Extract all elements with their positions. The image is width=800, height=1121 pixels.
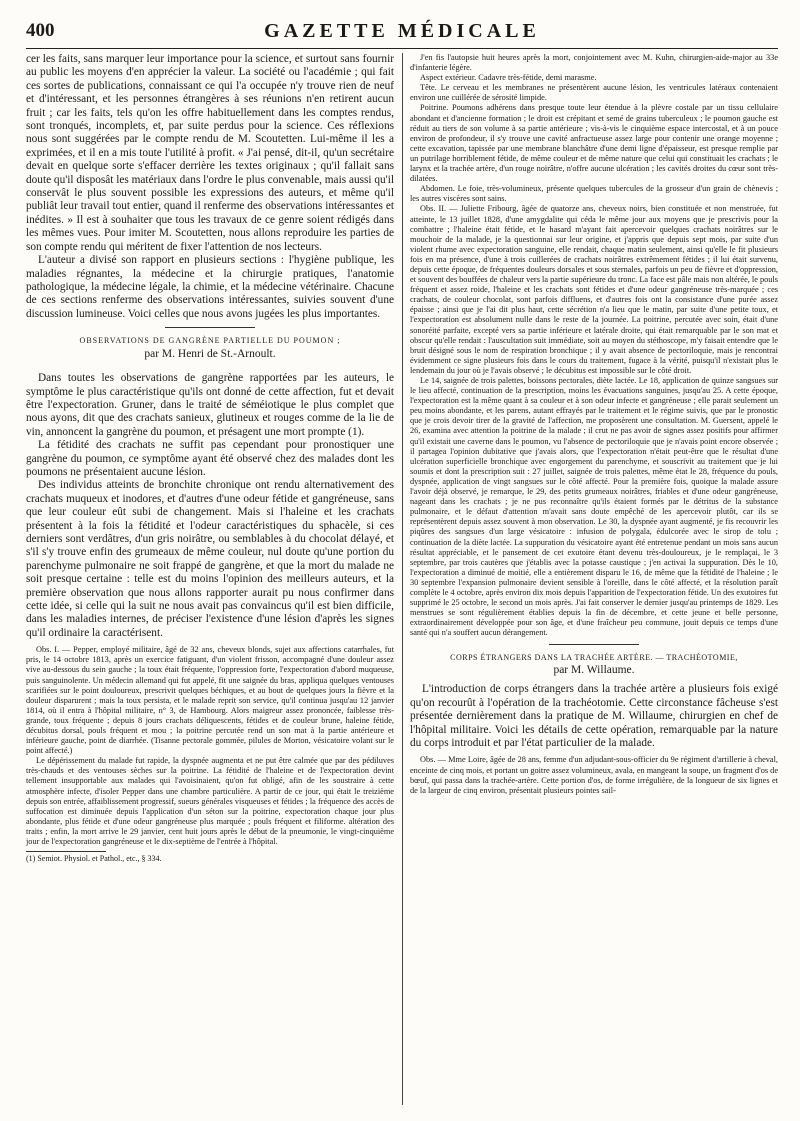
page-header: [26, 20, 778, 46]
article-author: par M. Willaume.: [553, 664, 635, 677]
newspaper-page: [26, 20, 778, 1105]
observation-paragraph: Le dépérissement du malade fut rapide, la dyspnée augmenta et ne put être calmée que par des pédiluves très-chauds et des ventouses sèches sur la poitrine. La fétidité de l'haleine et de l'expectoration devint tellement insupportable aux malades qui l'avoisinaient, qu'on fut obligé, afin de les soustraire à cette atmosphère infecte, d'isoler Pepper dans une chambre particulière. A partir de ce jour, qui était le treizième depuis son entrée, affaiblissement progressif, sueurs générales visqueuses et fétides ; la fréquence des accès de suffocation est diminuée depuis l'application d'un séton sur la poitrine, expectoration chaque jour plus abondante, plus fétide et d'une odeur gangréneuse plus marquée ; pouls fréquent et filiforme. altération des traits ; enfin, la mort arrive le 29 janvier, cent huit jours après le début de la pneumonie, le vingt-cinquième jour de l'expectoration gangréneuse et le dix-septième de l'entrée à l'hôpital.: [26, 756, 394, 847]
autopsy-paragraph: Tête. Le cerveau et les membranes ne présentèrent aucune lésion, les ventricules latéraux contenaient environ une cuillérée de sérosité limpide.: [410, 83, 778, 103]
right-column: [410, 53, 778, 1105]
footnote-rule: [26, 851, 106, 852]
column-divider: [402, 53, 403, 1105]
autopsy-paragraph: Aspect extérieur. Cadavre très-fétide, demi marasme.: [420, 73, 597, 83]
article-title: CORPS ÉTRANGERS DANS LA TRACHÉE ARTÈRE. — TRACHÉOTOMIE,: [450, 653, 738, 663]
footnote: (1) Semiot. Physiol. et Pathol., etc., § 334.: [26, 854, 162, 864]
article-paragraph: Dans toutes les observations de gangrène rapportées par les auteurs, le symptôme le plus caractéristique qu'ils ont donné de cette affection, fut et devait être l'expectoration. Gruner, dans le traité de séméiotique le plus complet que nous ayons, dit que des crachats sanieux, glutineux et rouges comme de la lie de vin, annoncent la gangrène du poumon, et présagent une mort prompte (1).: [26, 372, 394, 438]
observation-paragraph: Obs. II. — Juliette Fribourg, âgée de quatorze ans, cheveux noirs, bien constituée et non menstruée, fut atteinte, le 13 juillet 1828, d'une amygdalite qui céda le même jour aux moyens que je prescrivis pour la combattre ; l'haleine était fétide, et le hasard m'ayant fait apercevoir quelques crachats noirâtres sur le mouchoir de la malade, je la questionnai sur leur origine, et j'appris que depuis sept mois, par suite d'un violent rhume avec expectoration sanguine, elle rendait, chaque matin seulement, ainsi qu'elle le fit plusieurs fois en ma présence, d'une à trois cuillerées de crachats noirâtres extrêmement fétides ; il lui était survenu, depuis cette époque, de fréquentes douleurs dorsales et sous sternales, parfois un peu de fièvre et d'oppression, et souvent des bouffées de chaleur vers la partie supérieure du tronc. La face est pâle mais non altérée, le pouls fréquent et assez roide, l'haleine et les crachats sont fétides et d'une odeur gangréneuse très-marquée ; ces crachats, de couleur chocolat, sont parfois diffluens, et d'autres fois ont la consistance d'une purée assez épaisse ; ainsi que je l'ai dit plus haut, cette sécrétion n'a lieu que le matin, par suite d'une petite toux, et l'expectoration est absolument nulle dans le reste de la journée. La poitrine, percutée avec soin, était d'une sonoréité parfaite, excepté vers sa partie inférieure et latérale droite, qui était remarquable par le son mat et obscur qu'elle rendait : l'auscultation suit immédiate, soit au moyen du stéthoscope, m'y faisait entendre que le bruit désigné sous le nom de respiration bronchique ; il y avait absence de pectoriloquie, mais je rencontrai évidemment ce signe plusieurs fois dans le cours du traitement, fugace à la vérité, puisqu'il n'existait plus le lendemain du jour où je l'avais observé ; le décubitus est impossible sur le côté droit.: [410, 204, 778, 375]
observation-paragraph: Obs. — Mme Loire, âgée de 28 ans, femme d'un adjudant-sous-officier du 9e régiment d'artillerie à cheval, enceinte de cinq mois, et portant un goitre assez volumineux, avala, en mangeant la soupe, un fragment d'os de bœuf, qui passa dans la trachée-artère. Cette portion d'os, de forme irrégulière, de la longueur de six lignes et de la largeur de cinq environ, présentait plusieurs pointes sail-: [410, 755, 778, 795]
journal-title: GAZETTE MÉDICALE: [264, 20, 540, 42]
article-paragraph: Des individus atteints de bronchite chronique ont rendu alternativement des crachats muqueux et inodores, et d'autres d'une odeur fétide et gangréneuse, sans que leur couleur eût subi de changement. Mais si l'haleine et les crachats présentent à la fois la fétidité et l'odeur caractéristiques du sphacèle, si ces derniers sont verdâtres, d'un gris noirâtre, ou semblables à du chocolat délayé, et s'il s'y trouve enfin des grumeaux de même couleur, nul doute qu'une portion du parenchyme pulmonaire ne soit frappé de gangrène, et que la mort du malade ne soit presque certaine : telle est du moins l'opinion des meilleurs auteurs, et la première observation que nous allons rapporter aurait pu nous confirmer dans cette idée, si celle qui la suit ne nous avait pas convaincus qu'il est bien difficile, dans les maladies internes, de préciser l'existence d'une lésion d'après les signes qu'il ordinaire la caractérisent.: [26, 479, 394, 639]
observation-paragraph: Le 14, saignée de trois palettes, boissons pectorales, diète lactée. Le 18, application de quinze sangsues sur le lieu affecté, continuation de la prescription, moins les évacuations sanguines, jusqu'au 25. A cette époque, l'expectoration est la même quant à sa couleur et à son odeur infecte et gangréneuse ; elle parait seulement un peu moins abondante, et les parens, autant effrayés par le traitement et le régime suivis, que par le pronostic que je crois devoir tirer de la gravité de l'affection, me proposèrent une consultation. M. Guersent, appelé le 26, examina avec attention la poitrine de la malade ; il crut ne pas avoir de signes assez positifs pour affirmer qu'il existait une caverne dans le poumon, vu l'absence de pectoriloquie que je n'avais point encore observée ; il partagea l'opinion dubitative que j'avais alors, que l'expectoration n'était peut-être que le résultat d'une ulcération superficielle bronchique avec engorgement du parenchyme, et souscrivit au traitement que je lui soumis et dont la prescription suit : 27 juillet, saignée de trois palettes, même état le 28, fréquence du pouls, dyspnée, application de vingt sangsues sur le côté affecté. Pour la première fois, quoique la malade assure l'avoir déjà observé, je remarque, le 29, des petits grumeaux noirâtres, friables et d'une odeur gangréneuse, nageant dans les crachats ; je ne pus reconnaître qu'ils étaient formés par le détritus de la substance pulmonaire, et le défaut d'attention m'avait sans doute empêché de les apercevoir plutôt, car ils se représentèrent depuis assez souvent à mon observation. Le 30, la dyspnée ayant augmenté, je fis recouvrir les piqûres des sangsues d'un large vésicatoire : infusion de polygala, édulcorée avec le sirop de tolu ; continuation de la diète lactée. La suppuration du vésicatoire ayant été entretenue pendant un mois sans aucun résultat appréciable, et le pansement de cet exutoire étant devenu très-douloureux, je le remplaçai, le 3 septembre, par trois cautères que j'établis avec la potasse caustique ; j'en activai la suppuration. Dès le 10, l'expectoration a diminué de moitié, elle a entièrement disparu le 16, de même que la fétidité de l'haleine ; le 30 septembre l'expansion pulmonaire devient sensible à l'oreille, dans le côté affecté, et la résolution paraît complète le 4 octobre, après environ dix mois depuis l'apparition de l'expectoration fétide. Un des exutoires fut supprimé le 25 octobre, le second un mois après. J'ai fait conserver le dernier jusqu'au printemps de 1829. Les menstrues se sont régulièrement établies depuis la fin de décembre, et cette jeune et belle personne, extraordinairement développée pour son âge, et d'une fraîcheur peu commune, jouit depuis ce temps d'une santé qui n'a souffert aucun dérangement.: [410, 376, 778, 638]
section-rule: [549, 644, 639, 645]
intro-paragraph: L'auteur a divisé son rapport en plusieurs sections : l'hygiène publique, les maladies régnantes, la médecine et la chirurgie pratiques, l'anatomie pathologique, la médecine légale, la chimie, et la médecine vétérinaire. Chacune de ces sections renferme des observations intéressantes, suivies souvent d'une discussion lumineuse. Voici celles que nous avons jugées les plus importantes.: [26, 254, 394, 320]
left-column: [26, 53, 394, 1105]
autopsy-paragraph: Abdomen. Le foie, très-volumineux, présente quelques tubercules de la grosseur d'un grain de chènevis ; les autres viscères sont sains.: [410, 184, 778, 204]
header-rule: [26, 48, 778, 49]
intro-paragraph: cer les faits, sans marquer leur importance pour la science, et surtout sans fournir au public les moyens d'en apprécier la valeur. La société ou l'académie ; qui fait ces sortes de publications, connaissant ce qui l'a occupée n'y trouve rien de neuf et d'intéressant, et les personnes étrangères à ses réunions n'en retirent aucun fruit ; car les faits, tels qu'on les offre habituellement dans les comptes rendus, sont tronqués, incomplets, et, par suite perdus pour la science. Ces réflexions nous sont suggérées par le compte rendu de M. Scoutetten. Lui-même il les a exprimées, et il en a mis toute l'utilité à profit. « J'ai pensé, dit-il, qu'un secrétaire devait en quelque sorte s'effacer derrière les textes originaux ; qu'il fallait sans doute qu'il disposât les matériaux dans l'ordre le plus convenable, mais aussi qu'il conservât le plus souvent possible les expressions des auteurs, et même qu'il publiât leur travail tout entier, quand il renferme des observations intéressantes et inédites. » Il est à souhaiter que tous les travaux de ce genre soient rédigés dans les mêmes vues. Pour imiter M. Scoutetten, nous allons reproduire les parties de son compte rendu qui méritent de fixer l'attention de nos lecteurs.: [26, 53, 394, 253]
observation-paragraph: Obs. I. — Pepper, employé militaire, âgé de 32 ans, cheveux blonds, sujet aux affections catarrhales, fut pris, le 14 octobre 1813, après un exercice fatiguant, d'un violent frisson, accompagné d'une douleur assez vive au-dessous du sein gauche ; la toux était fréquente, l'oppression forte, l'expectoration d'abord muqueuse, puis sanguinolente. Un médecin allemand qui fut appelé, fit une saignée du bras, appliqua quelques ventouses scarifiées sur le point douloureux, prescrivit quelques béchiques, et au bout de quelques jours la fièvre et la douleur disparurent ; mais la toux persista, et le malade reprit son service, qu'il continua jusqu'au 12 janvier 1814, où il entra à l'hôpital militaire, n° 3, de Hambourg. Alors maigreur assez prononcée, faiblesse très-grande, toux fréquente ; depuis 8 jours crachats déliquescents, fétides et de couleur brune, haleine fétide, décubitus dorsal, pouls fréquent et mou ; la poitrine percutée rend un son mat à la partie antérieure et inférieure gauche, point de diarrhée. (Tisanne pectorale gommée, pilules de Morton, vésicatoire volant sur le point affecté.): [26, 645, 394, 756]
article-paragraph: La fétidité des crachats ne suffit pas cependant pour pronostiquer une gangrène du poumon, ce symptôme ayant été observé chez des malades dont les poumons ne présentaient aucune lésion.: [26, 439, 394, 478]
article-author: par M. Henri de St.-Arnoult.: [144, 348, 276, 361]
autopsy-paragraph: J'en fis l'autopsie huit heures après la mort, conjointement avec M. Kuhn, chirurgien-aide-major au 33e d'infanterie légère.: [410, 53, 778, 73]
article-title: OBSERVATIONS DE GANGRÈNE PARTIELLE DU POUMON ;: [79, 336, 341, 346]
section-rule: [165, 327, 255, 328]
page-number: 400: [26, 20, 55, 41]
autopsy-paragraph: Poitrine. Poumons adhérens dans presque toute leur étendue à la plèvre costale par un tissu cellulaire abondant et d'ancienne formation ; le droit est crépitant et semé de grains tuberculeux ; le poumon gauche est réduit au tiers de son volume à sa partie antérieure ; vis-à-vis le cinquième espace intercostal, et à un pouce environ de profondeur, il s'y trouve une cavité anfractueuse assez large pour contenir une orange moyenne ; cette excavation, tapissée par une membrane blanchâtre d'une demi ligne d'épaisseur, est presque remplie par un putrilage horriblement fétide, de même couleur et de même nature que celui qui constituait les crachats ; le larynx et la trachée artère, d'un rouge noirâtre, n'offre aucune ulcération ; les cavités droites du cœur sont très-dilatées.: [410, 103, 778, 184]
article-paragraph: L'introduction de corps étrangers dans la trachée artère a plusieurs fois exigé qu'on recourût à l'opération de la trachéotomie. Cette circonstance fâcheuse s'est présentée dernièrement dans la pratique de M. Willaume, chirurgien en chef de l'hôpital militaire. Voici les détails de cette opération, remarquable par la nature du corps introduit et par l'état particulier de la malade.: [410, 683, 778, 750]
